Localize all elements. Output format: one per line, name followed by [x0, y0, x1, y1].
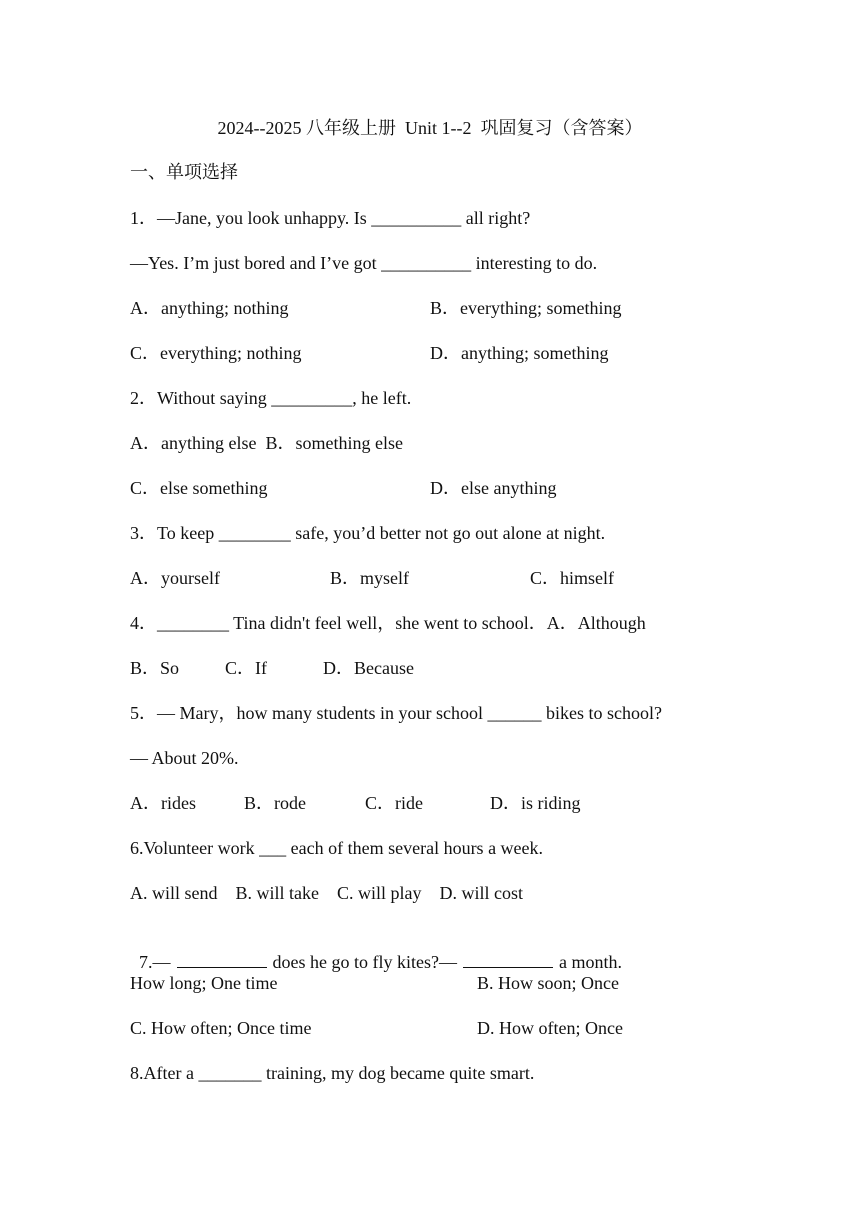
- q7-option-d: D. How often; Once: [477, 1018, 623, 1038]
- q5-option-b: B．rode: [244, 793, 306, 813]
- q5-option-d: D．is riding: [490, 793, 581, 813]
- q7-stem-end: a month.: [558, 952, 622, 972]
- q6-stem: 6.Volunteer work ___ each of them several hours a week.: [130, 838, 544, 858]
- q1-option-d: D．anything; something: [430, 343, 609, 363]
- q5-reply: — About 20%.: [130, 748, 239, 768]
- q3-option-c: C．himself: [530, 568, 614, 588]
- q1-option-b: B．everything; something: [430, 298, 622, 318]
- page-title: 2024--2025 八年级上册 Unit 1--2 巩固复习（含答案）: [217, 118, 643, 138]
- q5-option-c: C．ride: [365, 793, 423, 813]
- q2-option-c: C．else something: [130, 478, 268, 498]
- q4-stem: 4．________ Tina didn't feel well，she went to school．A．Although: [130, 613, 646, 633]
- answer-blank: [463, 951, 553, 968]
- section-heading: 一、单项选择: [130, 162, 238, 182]
- q7-option-a: How long; One time: [130, 973, 278, 993]
- q4-option-d: D．Because: [323, 658, 414, 678]
- q3-option-b: B．myself: [330, 568, 409, 588]
- q5-option-a: A．rides: [130, 793, 196, 813]
- q4-option-c: C．If: [225, 658, 267, 678]
- q1-option-c: C．everything; nothing: [130, 343, 302, 363]
- q2-options-ab: A．anything else B．something else: [130, 433, 403, 453]
- q2-option-d: D．else anything: [430, 478, 557, 498]
- q7-stem-start: 7.—: [139, 952, 171, 972]
- q3-option-a: A．yourself: [130, 568, 220, 588]
- q8-stem: 8.After a _______ training, my dog became quite smart.: [130, 1063, 535, 1083]
- answer-blank: [177, 951, 267, 968]
- q1-reply: —Yes. I’m just bored and I’ve got __________ interesting to do.: [130, 253, 598, 273]
- q7-option-b: B. How soon; Once: [477, 973, 619, 993]
- q7-stem-middle: does he go to fly kites?—: [272, 952, 457, 972]
- q1-option-a: A．anything; nothing: [130, 298, 289, 318]
- q3-stem: 3．To keep ________ safe, you’d better not go out alone at night.: [130, 523, 606, 543]
- q7-stem: [130, 926, 622, 974]
- q1-stem: 1．—Jane, you look unhappy. Is __________ all right?: [130, 208, 531, 228]
- q4-option-b: B．So: [130, 658, 180, 678]
- q7-option-c: C. How often; Once time: [130, 1018, 312, 1038]
- q2-stem: 2．Without saying _________, he left.: [130, 388, 412, 408]
- q6-options: A. will send B. will take C. will play D. will cost: [130, 883, 523, 903]
- q5-stem: 5．— Mary，how many students in your school ______ bikes to school?: [130, 703, 662, 723]
